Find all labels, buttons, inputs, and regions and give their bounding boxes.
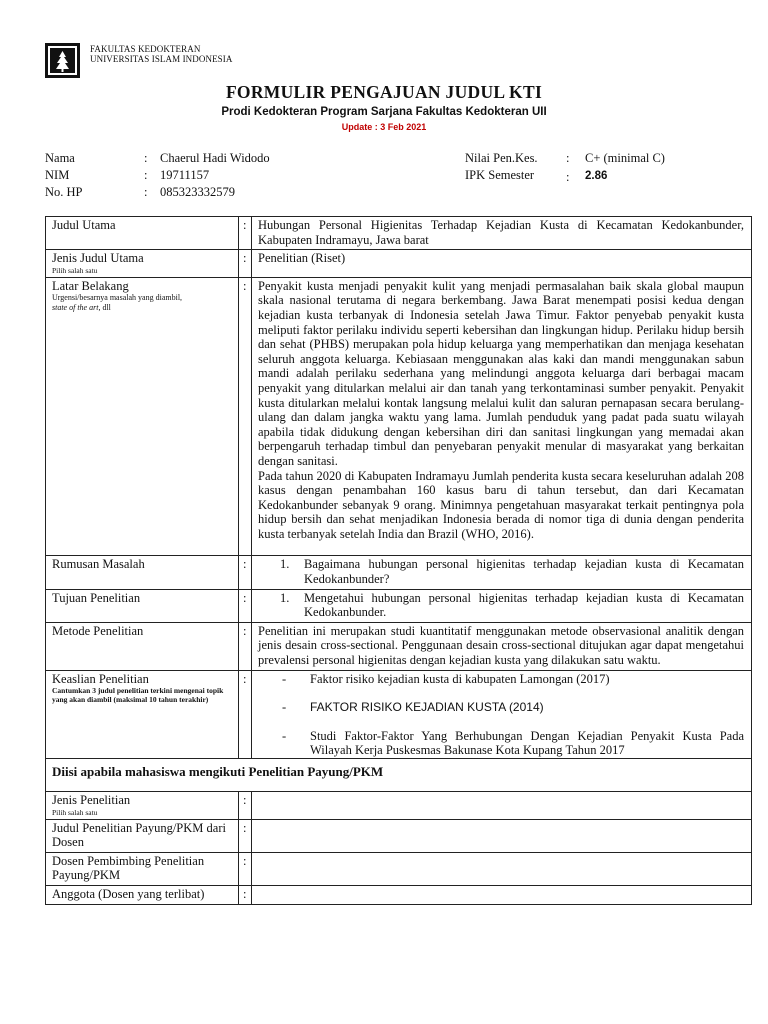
jenis-pen-cell xyxy=(46,792,239,820)
anggota-colon: : xyxy=(239,885,252,904)
row-judul-utama xyxy=(46,217,752,250)
latar-paragraph-2: Pada tahun 2020 di Kabupaten Indramayu Jumlah penderita kusta secara keseluruhan adalah 208 kasus dengan penambahan 160 kasus baru di tahun tersebut, dan dari Kecamatan Kedokanbunder sebanyak 9 orang. Minimnya pengetahuan masyarakat terkait pentingnya pola hidup bersih dan sehat menjadikan Indonesia berada di nomor tiga di dunia dengan penderita kusta terbanyak setelah India dan Brazil (WHO, 2016). xyxy=(258,468,744,541)
row-keaslian xyxy=(46,670,752,758)
payung-heading: Diisi apabila mahasiswa mengikuti Penelitian Payung/PKM xyxy=(46,759,752,792)
hp-label: No. HP xyxy=(45,185,83,199)
jenis-pen-colon: : xyxy=(239,792,252,820)
update-date: Update : 3 Feb 2021 xyxy=(341,122,427,132)
form-subtitle: Prodi Kedokteran Program Sarjana Fakultas Kedokteran UII xyxy=(221,106,547,118)
keaslian-dash: - xyxy=(282,700,287,715)
latar-note xyxy=(52,293,234,313)
keaslian-title: Faktor risiko kejadian kusta di kabupaten Lamongan (2017) xyxy=(310,671,610,686)
keaslian-item xyxy=(258,729,744,758)
keaslian-dash: - xyxy=(282,728,287,743)
keaslian-title: FAKTOR RISIKO KEJADIAN KUSTA (2014) xyxy=(310,700,544,715)
row-payung-heading xyxy=(46,759,752,792)
judul-colon: : xyxy=(239,217,252,250)
ipk-colon: : xyxy=(566,170,570,184)
nama-value: Chaerul Hadi Widodo xyxy=(160,151,270,165)
tujuan-colon: : xyxy=(239,589,252,622)
row-jenis-penelitian xyxy=(46,792,752,820)
institution-name xyxy=(90,44,232,64)
nim-value: 19711157 xyxy=(160,168,210,182)
jenis-pen-note: Pilih salah satu xyxy=(52,807,98,817)
judul-label: Judul Utama xyxy=(46,217,239,250)
nilai-colon: : xyxy=(566,151,570,165)
judul-payung-colon: : xyxy=(239,819,252,852)
nilai-label: Nilai Pen.Kes. xyxy=(465,151,538,165)
latar-note-italic: state of the art, xyxy=(52,303,101,313)
keaslian-item xyxy=(258,700,744,715)
row-metode xyxy=(46,622,752,670)
submission-table xyxy=(45,216,752,905)
rumusan-item xyxy=(258,557,744,586)
keaslian-cell xyxy=(46,670,239,758)
judul-payung-value[interactable] xyxy=(252,819,752,852)
row-tujuan xyxy=(46,589,752,622)
judul-value: Hubungan Personal Higienitas Terhadap Kejadian Kusta di Kecamatan Kedokanbunder, Kabupaten Indramayu, Jawa barat xyxy=(252,217,752,250)
tujuan-item xyxy=(258,591,744,620)
jenis-cell xyxy=(46,250,239,278)
jenis-pen-label: Jenis Penelitian xyxy=(52,793,131,807)
jenis-value: Penelitian (Riset) xyxy=(252,250,752,278)
keaslian-label: Keaslian Penelitian xyxy=(52,671,149,686)
row-rumusan xyxy=(46,556,752,589)
uii-emblem-icon xyxy=(44,42,81,79)
latar-colon: : xyxy=(239,277,252,556)
row-anggota xyxy=(46,885,752,904)
jenis-colon: : xyxy=(239,250,252,278)
rumusan-cell xyxy=(252,556,752,589)
nama-label: Nama xyxy=(45,151,75,165)
dosen-value[interactable] xyxy=(252,852,752,885)
ipk-label: IPK Semester xyxy=(465,168,535,182)
metode-value: Penelitian ini merupakan studi kuantitatif menggunakan metode observasional analitik dengan jenis desain cross-sectional. Penggunaan desain cross-sectional ditujukan agar dapat mengetahui prevalensi personal higienitas dengan kejadian kusta yang dilakukan satu waktu. xyxy=(252,622,752,670)
ipk-value: 2.86 xyxy=(585,170,608,182)
nama-colon: : xyxy=(144,151,148,165)
nilai-value: C+ (minimal C) xyxy=(585,151,665,165)
hp-colon: : xyxy=(144,185,148,199)
row-dosen-pembimbing xyxy=(46,852,752,885)
latar-label: Latar Belakang xyxy=(52,278,129,293)
hp-value: 085323332579 xyxy=(160,185,235,199)
anggota-value[interactable] xyxy=(252,885,752,904)
jenis-label: Jenis Judul Utama xyxy=(52,251,144,266)
dosen-colon: : xyxy=(239,852,252,885)
tujuan-value: Mengetahui hubungan personal higienitas terhadap kejadian kusta di Kecamatan Kedokanbunder. xyxy=(304,590,744,620)
keaslian-dash: - xyxy=(282,671,287,686)
keaslian-title: Studi Faktor-Faktor Yang Berhubungan Dengan Kejadian Penyakit Kusta Pada Wilayah Kerja Puskesmas Bakunase Kota Kupang Tahun 2017 xyxy=(310,728,744,758)
institution-line-faculty: FAKULTAS KEDOKTERAN xyxy=(90,44,201,54)
keaslian-note: Cantumkan 3 judul penelitian terkini mengenai topik yang akan diambil (maksimal 10 tahun terakhir) xyxy=(52,686,224,705)
row-judul-payung xyxy=(46,819,752,852)
tujuan-label: Tujuan Penelitian xyxy=(46,589,239,622)
latar-paragraph-1: Penyakit kusta menjadi penyakit kulit yang menjadi permasalahan baik skala global maupun skala nasional terutama di negara berkembang. Jawa Barat menempati posisi kedua dengan kejadian kusta terbanyak di Indonesia setelah Jawa Timur. Faktor penyebab penyakit kusta meliputi faktor perilaku individu seperti kebersihan dan lingkungan hidup. Perilaku hidup bersih dan sehat (PHBS) merupakan pola hidup keluarga yang memperhatikan dan menjaga kesehatan seluruh anggota keluarga. Kebiasaan menggunakan alas kaki dan mandi menggunakan sabun mandi adalah perilaku sederhana yang melindungi anggota keluarga dari berbagai macam penyakit yang ditularkan melalui air dan tanah yang terkontaminasi sumber penyakit. Penyakit kusta ditularkan melalui kontak langsung melalui kulit dan saluran pernapasan secara berulang-ulang dan dalam jangka waktu yang lama. Jumlah penduduk yang padat pada suatu wilayah apabila tidak didukung dengan kebersihan diri dan sanitasi lingkungan yang memadai akan berpengaruh terhadap timbul dan penyebaran penyakit menular di masyarakat yang berkaitan dengan sanitasi. xyxy=(258,278,744,468)
jenis-pen-value[interactable] xyxy=(252,792,752,820)
rumusan-value: Bagaimana hubungan personal higienitas terhadap kejadian kusta di Kecamatan Kedokanbunder? xyxy=(304,557,744,587)
latar-note-text: Urgensi/besarnya masalah yang diambil, xyxy=(52,293,183,303)
judul-payung-label: Judul Penelitian Payung/PKM dari Dosen xyxy=(46,819,239,852)
form-title: FORMULIR PENGAJUAN JUDUL KTI xyxy=(225,82,543,102)
nim-label: NIM xyxy=(45,168,70,182)
rumusan-label: Rumusan Masalah xyxy=(46,556,239,589)
row-jenis-judul xyxy=(46,250,752,278)
metode-label: Metode Penelitian xyxy=(46,622,239,670)
keaslian-item xyxy=(258,672,744,687)
latar-cell xyxy=(46,277,239,556)
tujuan-cell xyxy=(252,589,752,622)
nim-colon: : xyxy=(144,168,148,182)
metode-colon: : xyxy=(239,622,252,670)
dosen-label: Dosen Pembimbing Penelitian Payung/PKM xyxy=(46,852,239,885)
rumusan-colon: : xyxy=(239,556,252,589)
row-latar-belakang xyxy=(46,277,752,556)
jenis-note: Pilih salah satu xyxy=(52,265,98,275)
keaslian-colon: : xyxy=(239,670,252,758)
tujuan-number: 1. xyxy=(280,590,290,605)
keaslian-list xyxy=(252,670,752,758)
anggota-label: Anggota (Dosen yang terlibat) xyxy=(46,885,239,904)
latar-note-dll: dll xyxy=(102,303,111,313)
institution-line-university: UNIVERSITAS ISLAM INDONESIA xyxy=(90,54,233,64)
latar-value xyxy=(252,277,752,556)
rumusan-number: 1. xyxy=(280,557,290,572)
